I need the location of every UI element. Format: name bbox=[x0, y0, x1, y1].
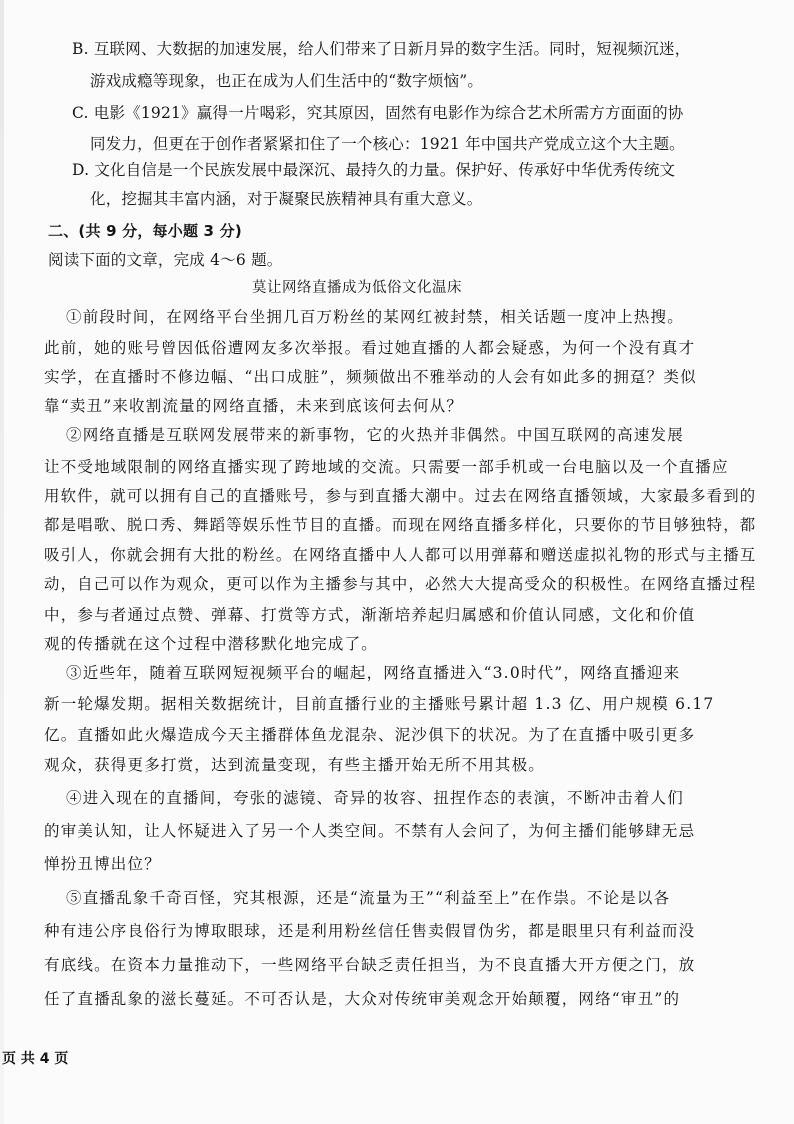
article-line: 靠“卖丑”来收割流量的网络直播，未来到底该何去何从？ bbox=[44, 397, 464, 415]
section-instruction: 阅读下面的文章，完成 4～6 题。 bbox=[48, 251, 283, 269]
article-line: 都是唱歌、脱口秀、舞蹈等娱乐性节目的直播。而现在网络直播多样化，只要你的节目够独特，都 bbox=[44, 516, 757, 534]
section-heading: 二、(共 9 分，每小题 3 分) bbox=[48, 222, 242, 240]
article-line: 惮扮丑博出位？ bbox=[44, 855, 161, 873]
article-line: 用软件，就可以拥有自己的直播账号，参与到直播大潮中。过去在网络直播领域，大家最多看到的 bbox=[44, 487, 757, 505]
article-line: 中，参与者通过点赞、弹幕、打赏等方式，渐渐培养起归属感和价值认同感，文化和价值 bbox=[44, 606, 696, 624]
option-b-line-1: B. 互联网、大数据的加速发展，给人们带来了日新月异的数字生活。同时，短视频沉迷， bbox=[72, 40, 691, 58]
article-line: 新一轮爆发期。据相关数据统计，目前直播行业的主播账号累计超 1.3 亿、用户规模 6.17 bbox=[44, 695, 715, 713]
article-line: 动，自己可以作为观众，更可以作为主播参与其中，必然大大提高受众的积极性。在网络直播过程 bbox=[44, 575, 757, 593]
article-line: 实学，在直播时不修边幅、“出口成脏”，频频做出不雅举动的人会有如此多的拥趸？类似 bbox=[44, 368, 697, 386]
article-line: ⑤直播乱象千奇百怪，究其根源，还是“流量为王”“利益至上”在作祟。不论是以各 bbox=[66, 889, 671, 907]
scan-edge bbox=[0, 0, 4, 1124]
option-c-line-1: C. 电影《1921》赢得一片喝彩，究其原因，固然有电影作为综合艺术所需方方面面的协 bbox=[72, 104, 684, 122]
option-d-line-1: D. 文化自信是一个民族发展中最深沉、最持久的力量。保护好、传承好中华优秀传统文 bbox=[72, 161, 676, 179]
article-line: 种有违公序良俗行为博取眼球，还是利用粉丝信任售卖假冒伪劣，都是眼里只有利益而没 bbox=[44, 922, 696, 940]
article-line: 让不受地域限制的网络直播实现了跨地域的交流。只需要一部手机或一台电脑以及一个直播应 bbox=[44, 458, 729, 476]
article-line: 任了直播乱象的滋长蔓延。不可否认是，大众对传统审美观念开始颠覆，网络“审丑”的 bbox=[44, 990, 681, 1008]
article-line: ④进入现在的直播间，夸张的滤镜、奇异的妆容、扭捏作态的表演，不断冲击着人们 bbox=[66, 789, 684, 807]
option-d-line-2: 化，挖掘其丰富内涵，对于凝聚民族精神具有重大意义。 bbox=[90, 190, 483, 208]
option-b-line-2: 游戏成瘾等现象，也正在成为人们生活中的“数字烦恼”。 bbox=[90, 72, 484, 90]
article-line: 吸引人，你就会拥有大批的粉丝。在网络直播中人人都可以用弹幕和赠送虚拟礼物的形式与主播互 bbox=[44, 546, 757, 564]
article-line: 的审美认知，让人怀疑进入了另一个人类空间。不禁有人会问了，为何主播们能够肆无忌 bbox=[44, 822, 696, 840]
article-line: ③近些年，随着互联网短视频平台的崛起，网络直播进入“3.0时代”，网络直播迎来 bbox=[66, 664, 681, 682]
article-line: ①前段时间，在网络平台坐拥几百万粉丝的某网红被封禁，相关话题一度冲上热搜。 bbox=[66, 308, 684, 326]
option-c-line-2: 同发力，但更在于创作者紧紧扣住了一个核心：1921 年中国共产党成立这个大主题。 bbox=[90, 135, 685, 153]
article-line: 观众，获得更多打赏，达到流量变现，有些主播开始无所不用其极。 bbox=[44, 756, 546, 774]
article-title: 莫让网络直播成为低俗文化温床 bbox=[252, 280, 462, 296]
page-footer: 页 共 4 页 bbox=[2, 1051, 69, 1067]
article-line: ②网络直播是互联网发展带来的新事物，它的火热并非偶然。中国互联网的高速发展 bbox=[66, 426, 684, 444]
article-line: 有底线。在资本力量推动下，一些网络平台缺乏责任担当，为不良直播大开方便之门，放 bbox=[44, 956, 696, 974]
article-line: 亿。直播如此火爆造成今天主播群体鱼龙混杂、泥沙俱下的状况。为了在直播中吸引更多 bbox=[44, 726, 696, 744]
article-line: 观的传播就在这个过程中潜移默化地完成了。 bbox=[44, 635, 379, 653]
article-line: 此前，她的账号曾因低俗遭网友多次举报。看过她直播的人都会疑惑，为何一个没有真才 bbox=[44, 339, 696, 357]
